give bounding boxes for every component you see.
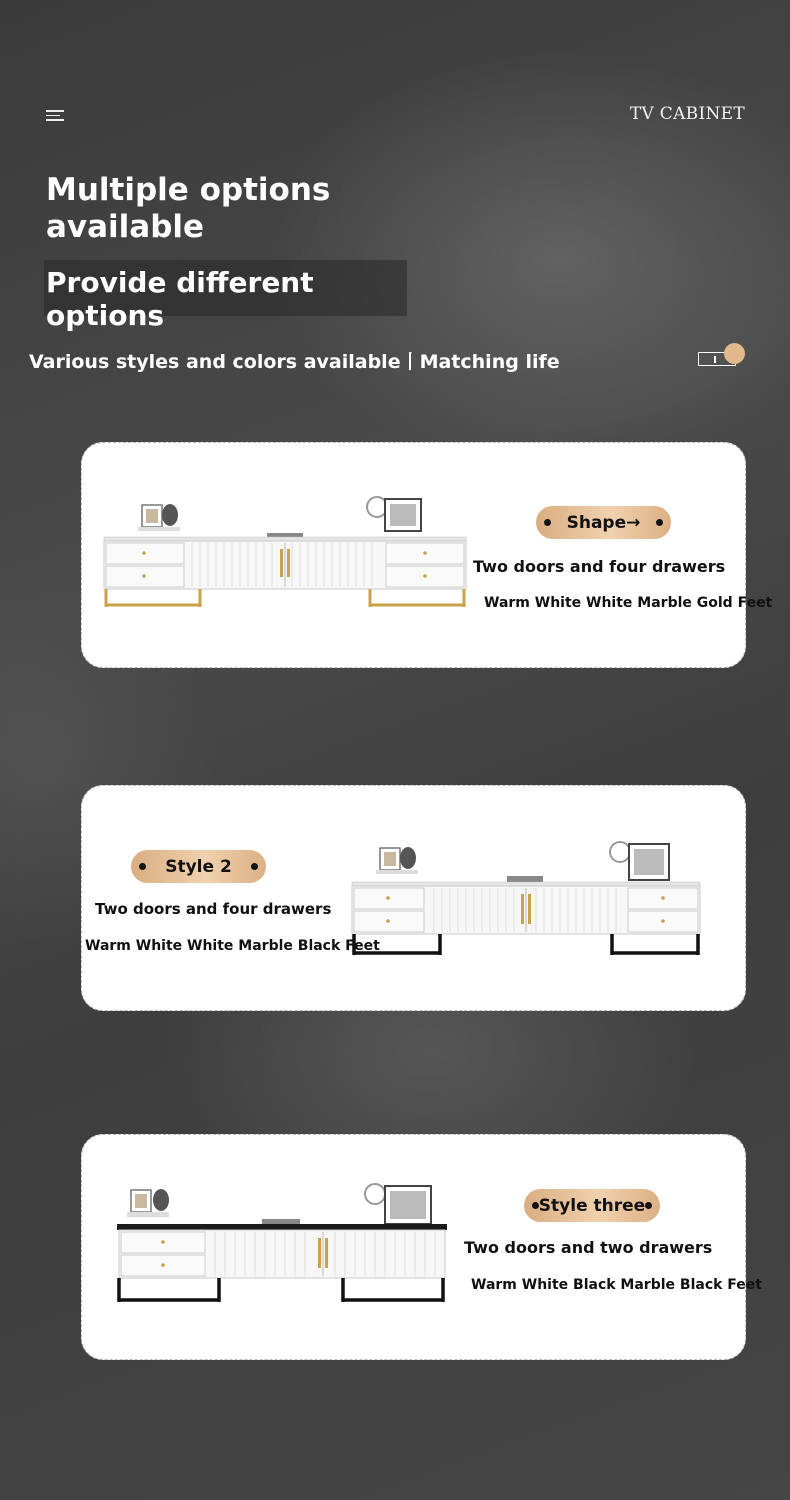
option-finish: Warm White White Marble Black Feet [85, 938, 380, 954]
page-subheadline: Provide different options [44, 260, 407, 316]
style-pill [131, 850, 266, 883]
style-pill [524, 1189, 660, 1222]
option-layout: Two doors and four drawers [95, 900, 332, 918]
option-layout: Two doors and two drawers [464, 1238, 713, 1257]
cabinet-image-gold-feet [102, 493, 468, 613]
option-card-shape [81, 442, 773, 668]
style-pill-label: Shape→ [566, 512, 641, 533]
option-card-style-2 [81, 785, 746, 1011]
brand-title: TV CABINET [629, 104, 745, 124]
option-card-style-three [81, 1134, 762, 1360]
page-headline: Multiple options available [46, 172, 331, 245]
style-pill-label: Style 2 [165, 856, 232, 877]
cabinet-image-black-feet [350, 836, 706, 961]
menu-icon[interactable] [46, 110, 64, 122]
tv-cabinet-icon [696, 343, 746, 373]
style-pill-label: Style three [538, 1195, 646, 1216]
option-finish: Warm White White Marble Gold Feet [484, 595, 773, 611]
option-layout: Two doors and four drawers [473, 557, 726, 576]
cabinet-image-black-marble [115, 1180, 451, 1310]
tagline: Various styles and colors available丨Matching life [29, 351, 560, 373]
style-pill [536, 506, 671, 539]
option-finish: Warm White Black Marble Black Feet [471, 1277, 762, 1293]
